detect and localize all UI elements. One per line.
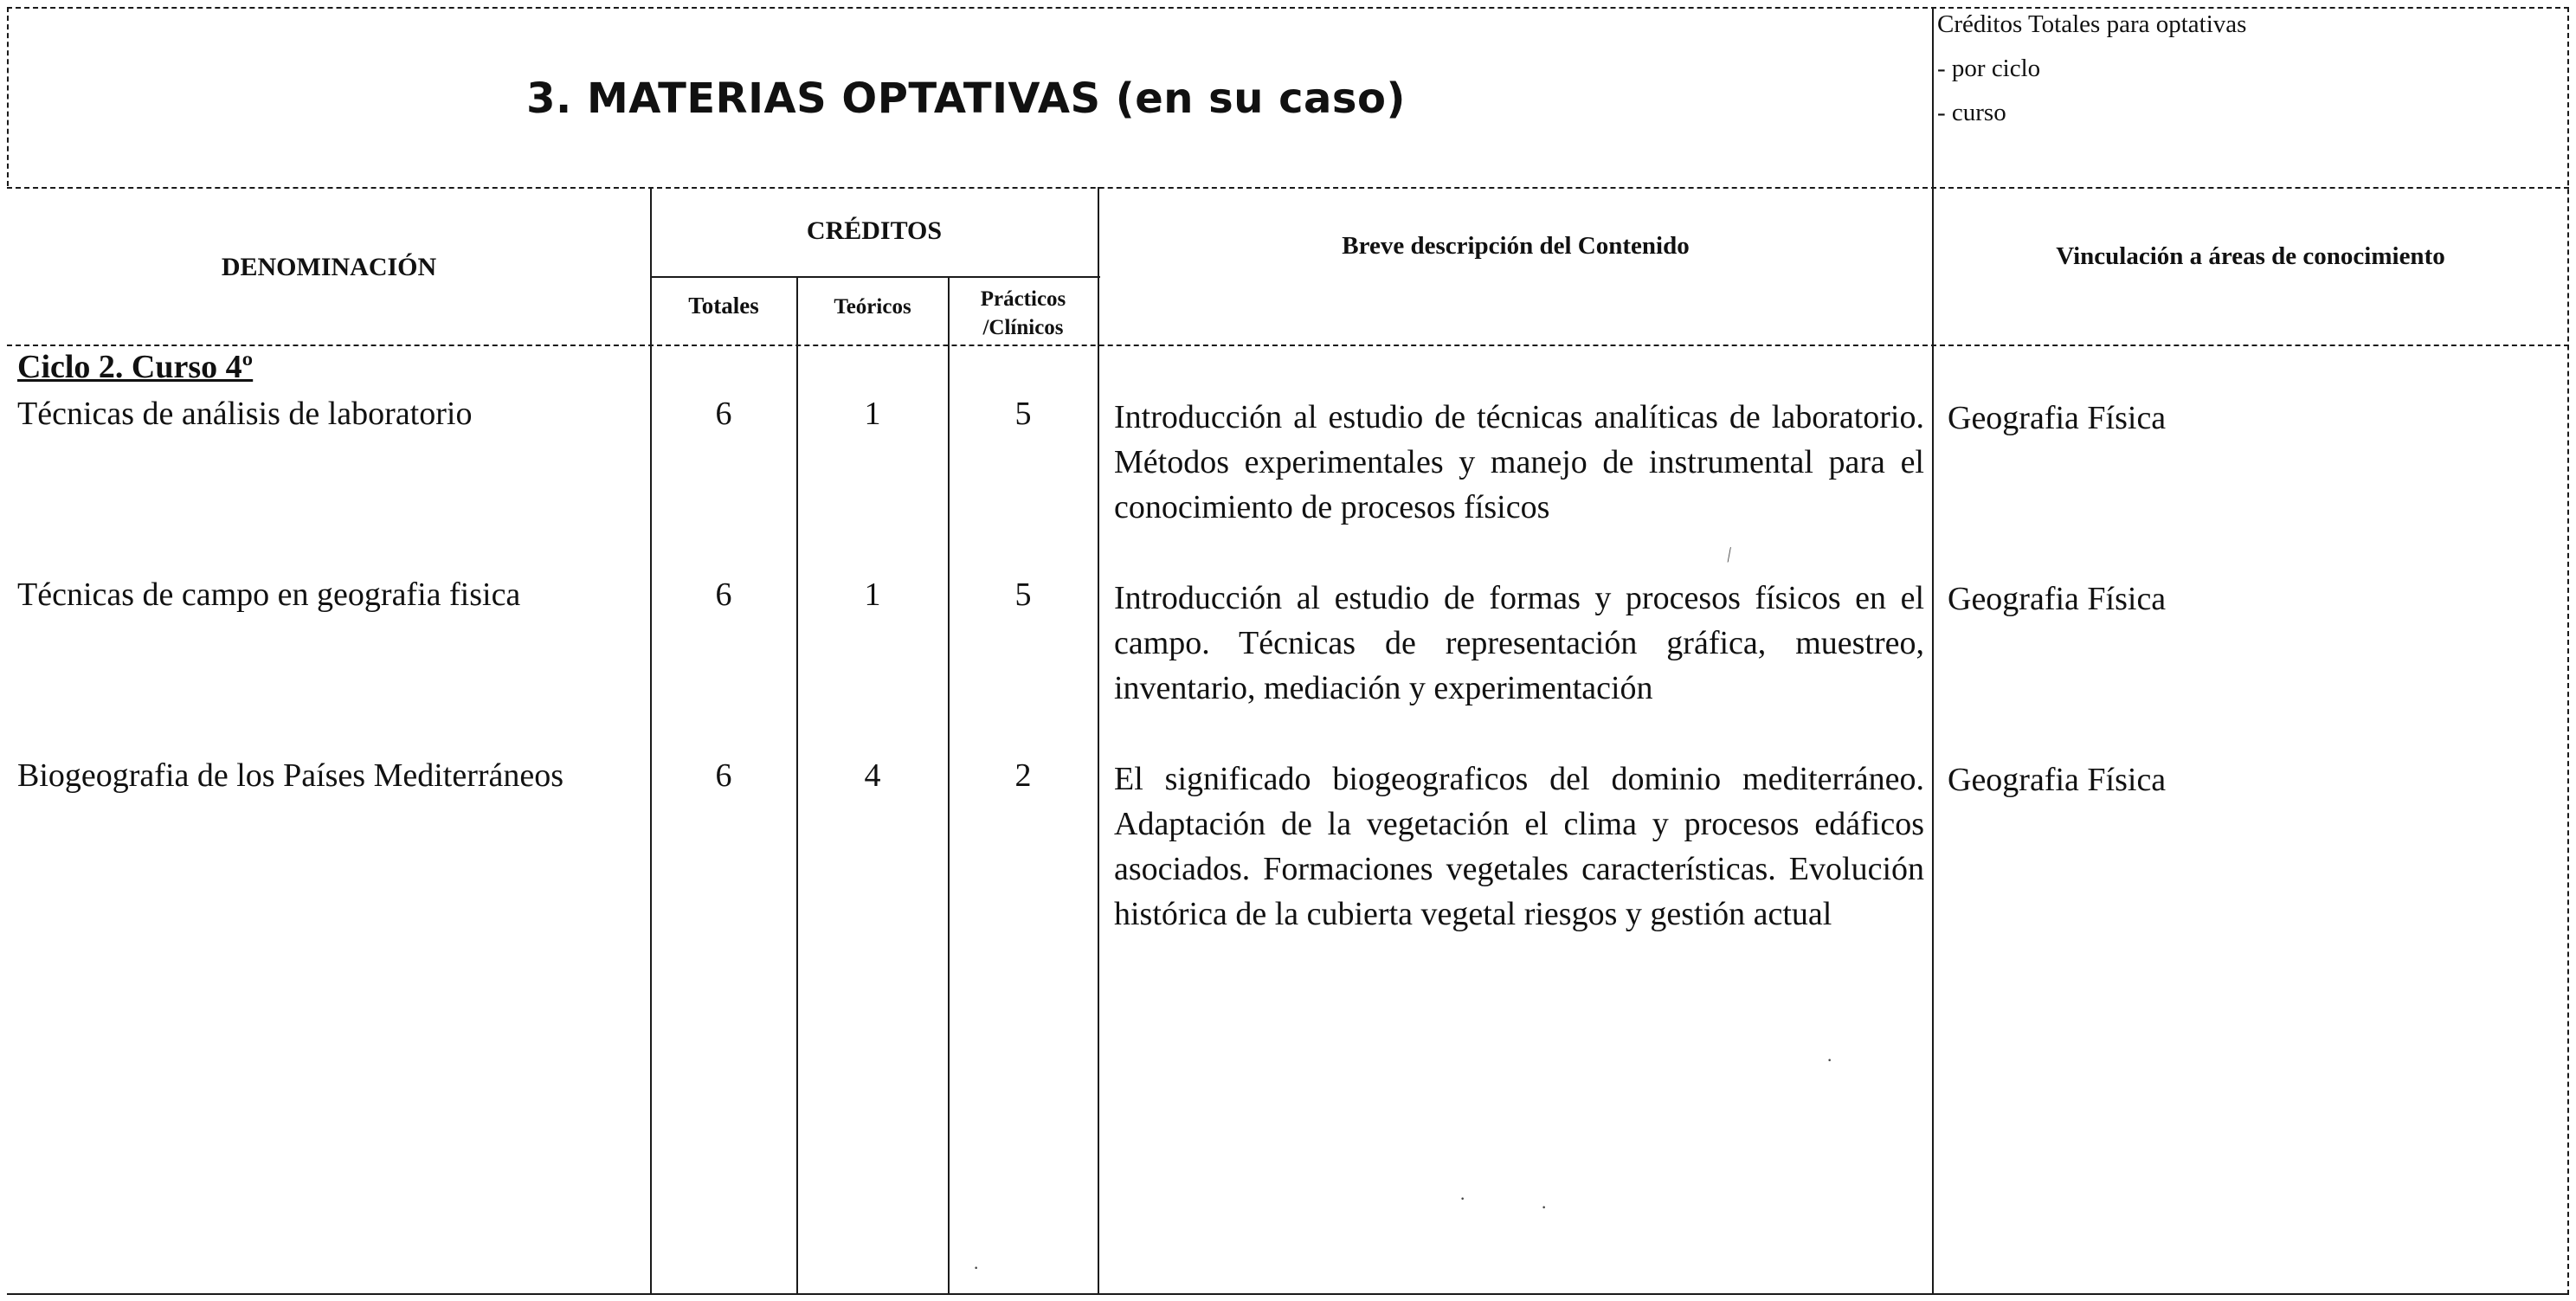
header-divider-vertical bbox=[1932, 7, 1934, 1295]
col-header-descripcion: Breve descripción del Contenido bbox=[1342, 232, 1690, 260]
scan-speck: ⁄ bbox=[1723, 544, 1736, 565]
knowledge-area: Geografia Física bbox=[1948, 400, 2167, 436]
credits-teoricos: 1 bbox=[864, 576, 881, 613]
col-header-practicos-line1: Prácticos bbox=[980, 287, 1066, 311]
creditos-subheader-line bbox=[650, 276, 1100, 278]
knowledge-area: Geografia Física bbox=[1948, 762, 2167, 798]
credits-totales: 6 bbox=[715, 757, 732, 794]
col-header-creditos: CRÉDITOS bbox=[806, 216, 943, 245]
credits-teoricos: 1 bbox=[864, 396, 881, 432]
credits-practicos: 5 bbox=[1014, 396, 1032, 432]
subject-description: El significado biogeograficos del dominio mediterráneo. Adaptación de la vegetación el clima y procesos edáficos asociados. Formaciones vegetales características. Evolución histórica de la cubierta vegetal riesgos y gestión actual bbox=[1114, 761, 1924, 932]
scan-speck: · bbox=[1826, 1049, 1833, 1071]
subject-description: Introducción al estudio de técnicas analíticas de laboratorio. Métodos experimentales y manejo de instrumental para el conocimiento de procesos físicos bbox=[1114, 399, 1924, 525]
credits-totales: 6 bbox=[715, 576, 732, 613]
column-header-bottom-line bbox=[7, 345, 2569, 346]
knowledge-area: Geografia Física bbox=[1948, 581, 2167, 617]
bottom-border bbox=[7, 1293, 2569, 1295]
col-divider-1 bbox=[650, 187, 652, 1295]
col-header-teoricos: Teóricos bbox=[834, 295, 911, 319]
subject-name: Biogeografia de los Países Mediterráneos bbox=[17, 757, 564, 794]
col-divider-4 bbox=[1098, 187, 1099, 1295]
header-bottom-line bbox=[7, 187, 2569, 189]
credits-note-line2: - por ciclo bbox=[1937, 55, 2041, 82]
right-border bbox=[2567, 7, 2569, 1295]
col-header-practicos-line2: /Clínicos bbox=[982, 316, 1064, 339]
scan-speck: · bbox=[1459, 1188, 1466, 1209]
scan-speck: · bbox=[1541, 1196, 1548, 1218]
col-header-vinculacion: Vinculación a áreas de conocimiento bbox=[2056, 242, 2445, 270]
cycle-label: Ciclo 2. Curso 4º bbox=[17, 349, 254, 385]
credits-note-line1: Créditos Totales para optativas bbox=[1937, 10, 2247, 38]
credits-practicos: 5 bbox=[1014, 576, 1032, 613]
credits-totales: 6 bbox=[715, 396, 732, 432]
scan-speck: · bbox=[973, 1257, 980, 1278]
credits-teoricos: 4 bbox=[864, 757, 881, 794]
page-title: 3. MATERIAS OPTATIVAS (en su caso) bbox=[526, 74, 1406, 123]
subject-description: Introducción al estudio de formas y procesos físicos en el campo. Técnicas de representación gráfica, muestreo, inventario, mediación y experimentación bbox=[1114, 580, 1924, 706]
credits-practicos: 2 bbox=[1014, 757, 1032, 794]
col-header-totales: Totales bbox=[688, 293, 759, 319]
credits-note-line3: - curso bbox=[1937, 99, 2006, 126]
col-header-denominacion: DENOMINACIÓN bbox=[221, 253, 437, 281]
subject-name: Técnicas de campo en geografia fisica bbox=[17, 576, 521, 613]
subject-name: Técnicas de análisis de laboratorio bbox=[17, 396, 473, 432]
